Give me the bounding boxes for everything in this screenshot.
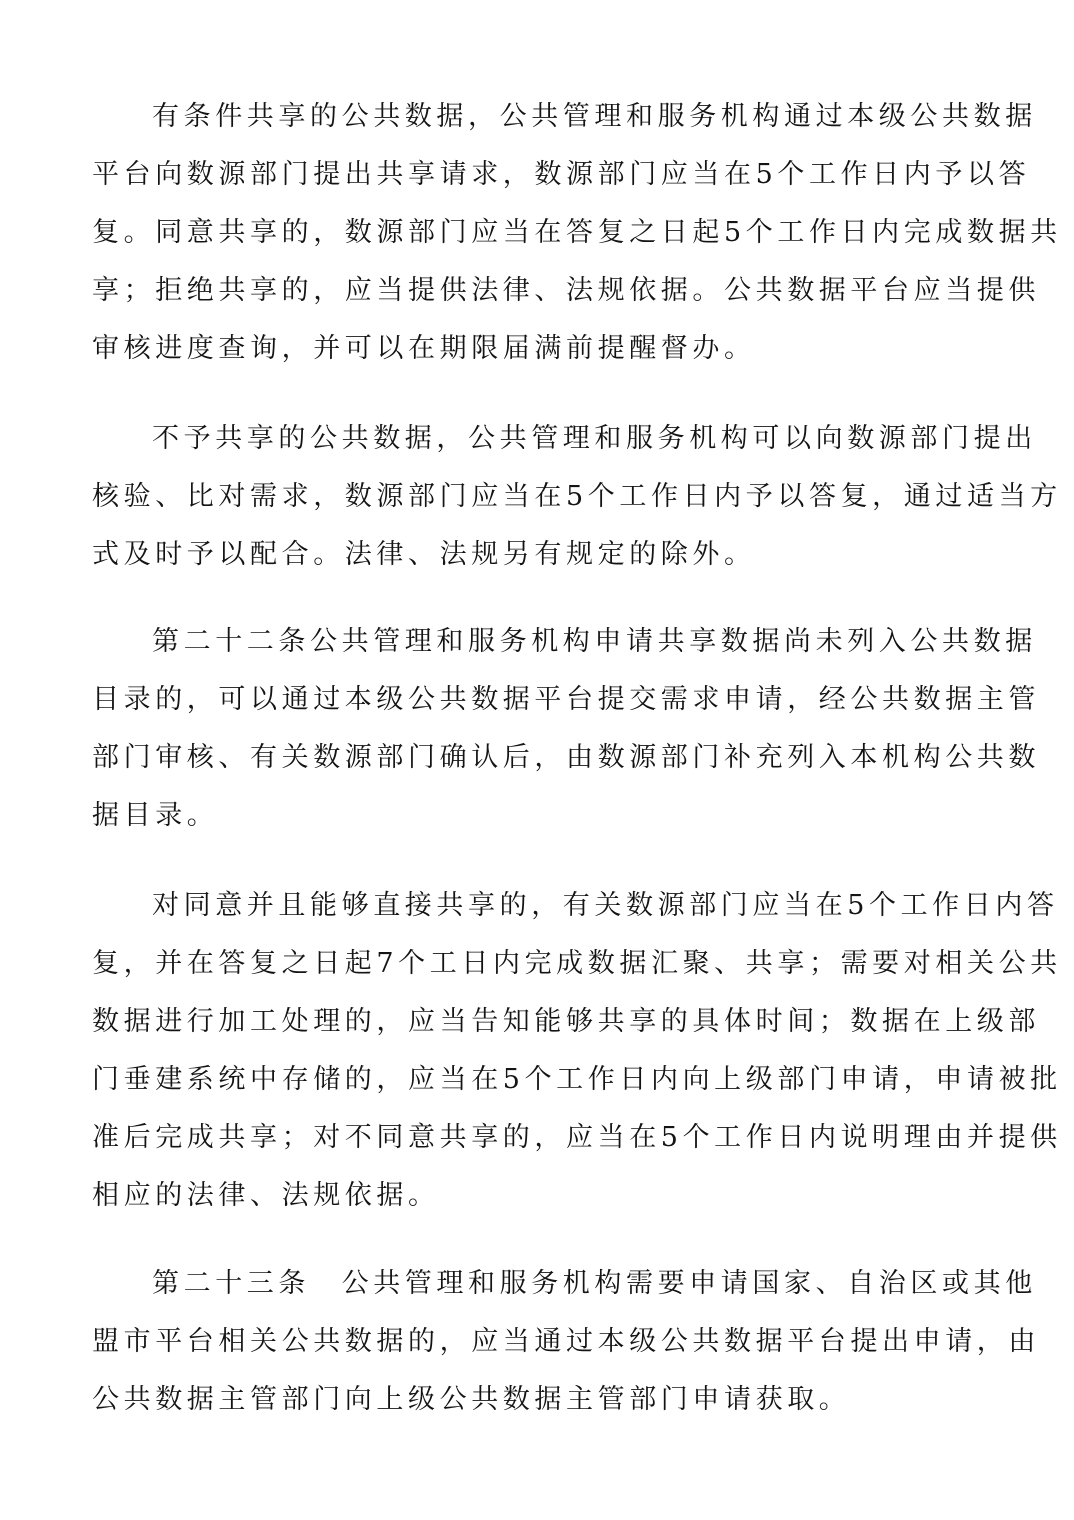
paragraph-line: 对同意并且能够直接共享的，有关数源部门应当在5个工作日内答 <box>152 890 1059 921</box>
paragraph-line: 目录的，可以通过本级公共数据平台提交需求申请，经公共数据主管 <box>92 684 1040 715</box>
paragraph-line: 据目录。 <box>92 800 219 831</box>
paragraph-line: 部门审核、有关数源部门确认后，由数源部门补充列入本机构公共数 <box>92 742 1040 773</box>
paragraph-line: 式及时予以配合。法律、法规另有规定的除外。 <box>92 539 756 570</box>
paragraph-line: 数据进行加工处理的，应当告知能够共享的具体时间；数据在上级部 <box>92 1006 1040 1037</box>
paragraph-line: 不予共享的公共数据，公共管理和服务机构可以向数源部门提出 <box>152 423 1037 454</box>
paragraph-article-23 <box>92 1255 1040 1429</box>
paragraph-line: 门垂建系统中存储的，应当在5个工作日内向上级部门申请，申请被批 <box>92 1064 1062 1095</box>
paragraph-line: 第二十二条公共管理和服务机构申请共享数据尚未列入公共数据 <box>152 626 1037 657</box>
paragraph-line: 公共数据主管部门向上级公共数据主管部门申请获取。 <box>92 1384 851 1415</box>
paragraph-line: 平台向数源部门提出共享请求，数源部门应当在5个工作日内予以答 <box>92 159 1031 190</box>
paragraph-line: 审核进度查询，并可以在期限届满前提醒督办。 <box>92 333 756 364</box>
paragraph-line: 核验、比对需求，数源部门应当在5个工作日内予以答复，通过适当方 <box>92 481 1062 512</box>
paragraph-line: 第二十三条 公共管理和服务机构需要申请国家、自治区或其他 <box>152 1268 1037 1299</box>
paragraph-direct-sharing <box>92 877 1062 1225</box>
paragraph-line: 盟市平台相关公共数据的，应当通过本级公共数据平台提出申请，由 <box>92 1326 1040 1357</box>
paragraph-conditional-sharing <box>92 88 1062 378</box>
paragraph-line: 准后完成共享；对不同意共享的，应当在5个工作日内说明理由并提供 <box>92 1122 1062 1153</box>
paragraph-line: 有条件共享的公共数据，公共管理和服务机构通过本级公共数据 <box>152 101 1037 132</box>
paragraph-line: 享；拒绝共享的，应当提供法律、法规依据。公共数据平台应当提供 <box>92 275 1040 306</box>
paragraph-line: 相应的法律、法规依据。 <box>92 1180 440 1211</box>
paragraph-article-22 <box>92 613 1040 845</box>
paragraph-line: 复。同意共享的，数源部门应当在答复之日起5个工作日内完成数据共 <box>92 217 1062 248</box>
paragraph-line: 复，并在答复之日起7个工日内完成数据汇聚、共享；需要对相关公共 <box>92 948 1062 979</box>
paragraph-non-sharing <box>92 410 1062 584</box>
